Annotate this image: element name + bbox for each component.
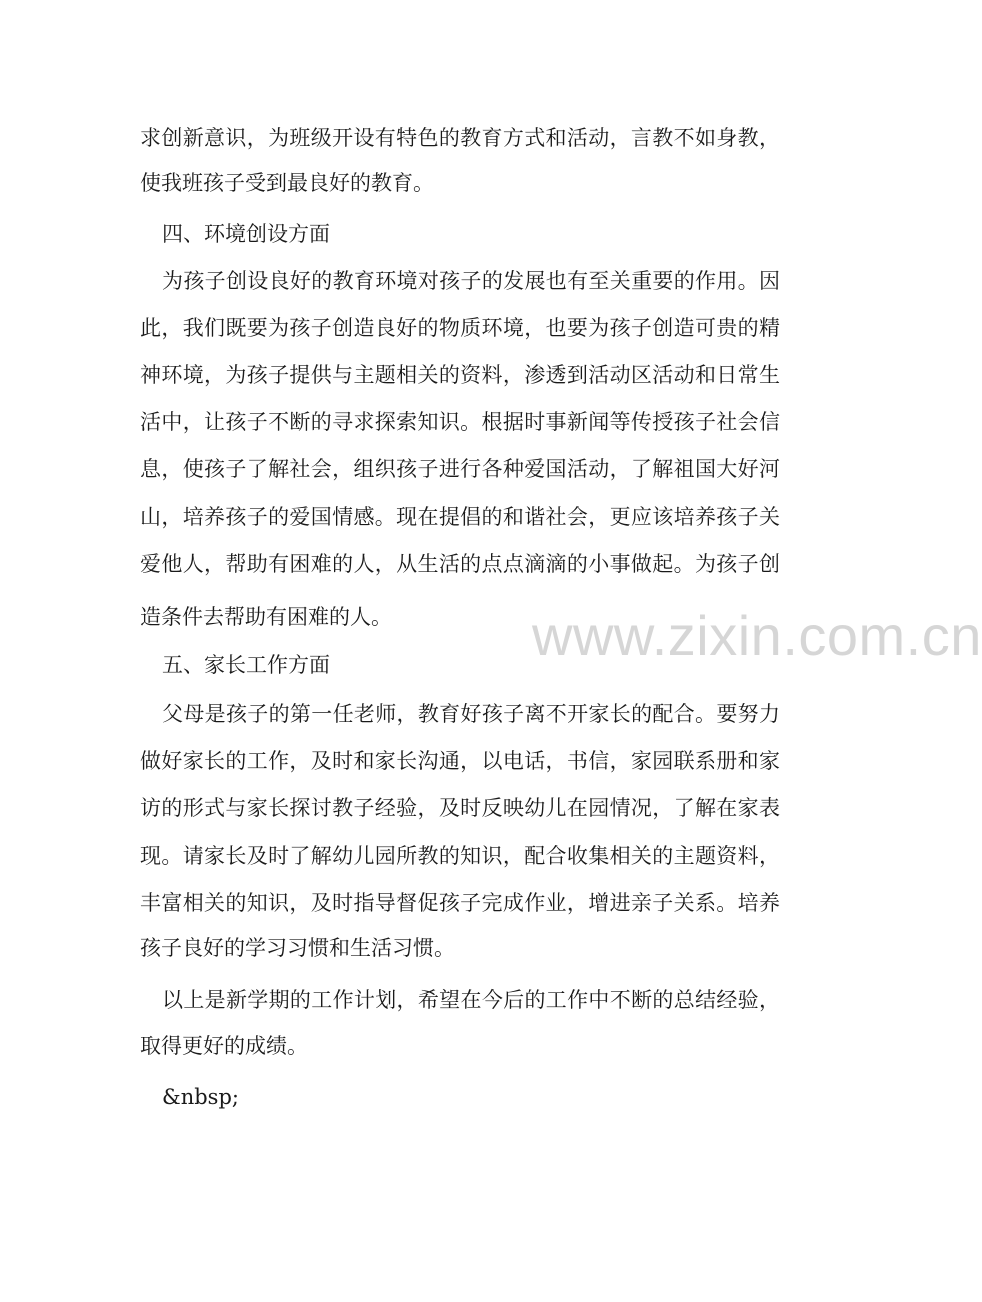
text-line: 孩子良好的学习习惯和生活习惯。	[140, 936, 455, 960]
text-line: 息，使孩子了解社会，组织孩子进行各种爱国活动，了解祖国大好河	[140, 457, 780, 481]
text-line: 使我班孩子受到最良好的教育。	[140, 171, 434, 195]
section-heading: 四、环境创设方面	[162, 222, 330, 246]
text-line: 父母是孩子的第一任老师，教育好孩子离不开家长的配合。要努力	[162, 702, 780, 726]
text-line: &nbsp;	[162, 1085, 239, 1109]
text-line: 神环境，为孩子提供与主题相关的资料，渗透到活动区活动和日常生	[140, 363, 780, 387]
watermark: www.zixin.com.cn	[532, 604, 982, 667]
text-line: 取得更好的成绩。	[140, 1034, 308, 1058]
text-line: 现。请家长及时了解幼儿园所教的知识，配合收集相关的主题资料，	[140, 844, 780, 868]
text-line: 此，我们既要为孩子创造良好的物质环境，也要为孩子创造可贵的精	[140, 316, 780, 340]
text-line: 活中，让孩子不断的寻求探索知识。根据时事新闻等传授孩子社会信	[140, 410, 780, 434]
text-line: 丰富相关的知识，及时指导督促孩子完成作业，增进亲子关系。培养	[140, 891, 780, 915]
text-line: 做好家长的工作，及时和家长沟通，以电话，书信，家园联系册和家	[140, 749, 780, 773]
text-line: 爱他人，帮助有困难的人，从生活的点点滴滴的小事做起。为孩子创	[140, 552, 780, 576]
text-line: 为孩子创设良好的教育环境对孩子的发展也有至关重要的作用。因	[162, 269, 780, 293]
text-line: 求创新意识，为班级开设有特色的教育方式和活动，言教不如身教，	[140, 126, 780, 150]
text-line: 山，培养孩子的爱国情感。现在提倡的和谐社会，更应该培养孩子关	[140, 505, 780, 529]
section-heading: 五、家长工作方面	[162, 653, 330, 677]
text-line: 造条件去帮助有困难的人。	[140, 605, 392, 629]
text-line: 访的形式与家长探讨教子经验，及时反映幼儿在园情况，了解在家表	[140, 796, 780, 820]
text-line: 以上是新学期的工作计划，希望在今后的工作中不断的总结经验，	[162, 988, 780, 1012]
